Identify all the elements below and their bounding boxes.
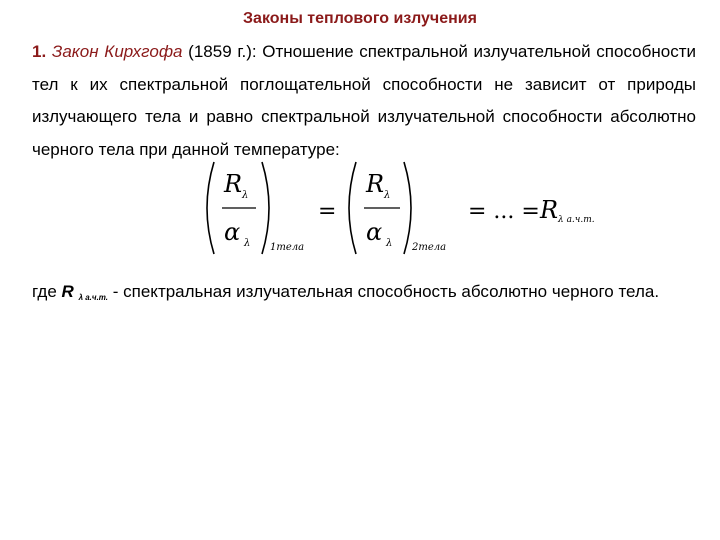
numerator-1: R (224, 170, 243, 198)
where-prefix: где (32, 282, 57, 301)
slide-title: Законы теплового излучения (243, 10, 477, 27)
definition-paragraph (32, 275, 696, 314)
denominator-2: α (366, 218, 383, 246)
law-paragraph (32, 36, 696, 166)
numerator-2: R (366, 170, 385, 198)
where-subscript: λ а.ч.т. (78, 293, 109, 302)
where-text: - спектральная излучательная способность абсолютно черного тела. (112, 282, 660, 301)
law-name: Закон Кирхгофа (51, 42, 183, 61)
denominator-1: α (224, 218, 241, 246)
numerator-1-sub: λ (242, 190, 249, 201)
right-paren-2 (404, 162, 411, 254)
body1-label: 1тела (270, 242, 305, 253)
denominator-1-sub: λ (244, 238, 251, 249)
where-symbol: R (61, 282, 74, 301)
result-symbol: R (540, 196, 559, 224)
result-subscript: λ а.ч.т. (558, 215, 595, 225)
left-paren-1 (207, 162, 214, 254)
formula-svg (196, 158, 636, 258)
denominator-2-sub: λ (386, 238, 393, 249)
numerator-2-sub: λ (384, 190, 391, 201)
body2-label: 2тела (412, 242, 447, 253)
left-paren-2 (349, 162, 356, 254)
law-text: (1859 г.): Отношение спектральной излучательной способности тел к их спектральной поглощательной способности не зависит от природы излучающего тела и равно спектральной излучательной способности абсолютно черного тела при данной температуре: (32, 42, 696, 159)
ellipsis-equals: = ... = (468, 199, 540, 224)
law-number: 1. (32, 42, 47, 61)
right-paren-1 (262, 162, 269, 254)
kirchhoff-formula (196, 158, 636, 258)
equals-sign-1: = (318, 199, 337, 224)
